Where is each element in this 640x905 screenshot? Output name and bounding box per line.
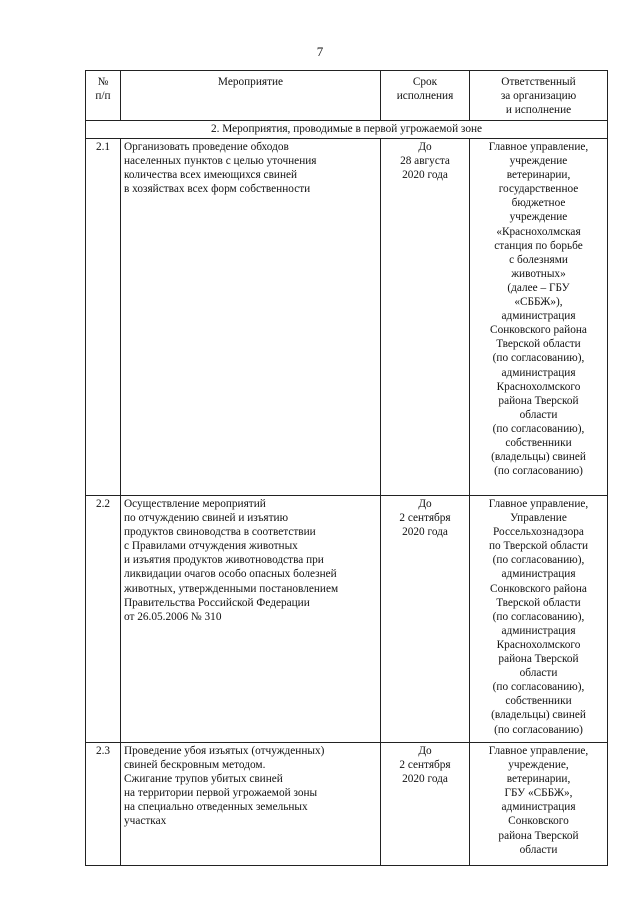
- text-line: от 26.05.2006 № 310: [124, 610, 222, 623]
- text-line: Россельхознадзора: [493, 526, 584, 539]
- table-row: [86, 743, 608, 866]
- header-num: [86, 71, 121, 121]
- text-line: 2020 года: [402, 526, 448, 539]
- row-number: 2.2: [86, 496, 121, 743]
- text-line: Управление: [510, 512, 567, 525]
- text-line: собственники: [505, 695, 572, 708]
- text-line: До: [418, 141, 432, 153]
- text-line: Правительства Российской Федерации: [124, 596, 310, 609]
- text-line: области: [519, 667, 558, 680]
- text-line: на территории первой угрожаемой зоны: [124, 787, 318, 800]
- text-line: области: [519, 843, 558, 856]
- text-line: ГБУ «СББЖ»,: [504, 787, 573, 800]
- text-line: (по согласованию): [494, 465, 583, 478]
- text-line: Главное управление,: [488, 745, 589, 757]
- table-row: [86, 496, 608, 743]
- text-line: по Тверской области: [489, 540, 588, 553]
- text-line: за организацию: [500, 90, 577, 103]
- text-line: Организовать проведение обходов: [124, 141, 289, 153]
- text-line: администрация: [501, 310, 576, 323]
- text-line: (по согласованию),: [492, 352, 585, 365]
- text-line: 2 сентября: [399, 512, 451, 525]
- text-line: ветеринарии,: [506, 773, 571, 786]
- text-line: свиней бескровным методом.: [124, 759, 266, 772]
- text-line: Краснохолмского: [496, 380, 581, 393]
- text-line: государственное: [498, 183, 579, 196]
- text-line: количества всех имеющихся свиней: [124, 169, 298, 182]
- text-line: Тверской области: [496, 338, 581, 351]
- text-line: Осуществление мероприятий: [124, 498, 266, 510]
- text-line: и исполнение: [505, 104, 572, 117]
- row-activity: [121, 743, 381, 866]
- row-responsible: [470, 139, 608, 496]
- header-term: [381, 71, 470, 121]
- header-activity: [121, 71, 381, 121]
- header-responsible: [470, 71, 608, 121]
- text-line: Сжигание трупов убитых свиней: [124, 773, 283, 786]
- text-line: До: [418, 745, 432, 757]
- text-line: района Тверской: [498, 829, 579, 842]
- text-line: (по согласованию),: [492, 681, 585, 694]
- text-line: 2020 года: [402, 169, 448, 182]
- text-line: Проведение убоя изъятых (отчужденных): [124, 745, 325, 757]
- text-line: Срок: [412, 76, 438, 88]
- text-line: Краснохолмского: [496, 638, 581, 651]
- row-term: [381, 743, 470, 866]
- text-line: учреждение,: [508, 759, 569, 772]
- text-line: Главное управление,: [488, 498, 589, 510]
- text-line: (владельцы) свиней: [491, 709, 586, 722]
- text-line: «Краснохолмская: [496, 225, 581, 238]
- text-line: 2020 года: [402, 773, 448, 786]
- text-line: продуктов свиноводства в соответствии: [124, 526, 316, 539]
- text-line: ликвидации очагов особо опасных болезней: [124, 568, 337, 581]
- text-line: ветеринарии,: [506, 169, 571, 182]
- row-term: [381, 139, 470, 496]
- section-row: [86, 121, 608, 139]
- text-line: (по согласованию),: [492, 554, 585, 567]
- text-line: района Тверской: [498, 394, 579, 407]
- text-line: администрация: [501, 366, 576, 379]
- activities-table: [85, 70, 608, 866]
- text-line: бюджетное: [511, 197, 566, 210]
- text-line: администрация: [501, 624, 576, 637]
- text-line: Сонковского района: [490, 582, 587, 595]
- row-responsible: [470, 496, 608, 743]
- row-responsible: [470, 743, 608, 866]
- text-line: (по согласованию),: [492, 422, 585, 435]
- text-line: Главное управление,: [488, 141, 589, 153]
- row-activity: [121, 496, 381, 743]
- text-line: (далее – ГБУ: [507, 281, 570, 294]
- table-header-row: [86, 71, 608, 121]
- text-line: с Правилами отчуждения животных: [124, 540, 298, 553]
- text-line: Мероприятие: [217, 76, 284, 88]
- text-line: станция по борьбе: [494, 239, 583, 252]
- text-line: Ответственный: [501, 76, 576, 88]
- page-number: 7: [316, 44, 324, 59]
- text-line: Тверской области: [496, 596, 581, 609]
- text-line: Сонковского: [508, 815, 569, 828]
- section-title: 2. Мероприятия, проводимые в первой угрожаемой зоне: [86, 121, 608, 139]
- text-line: животных»: [511, 267, 566, 280]
- text-line: администрация: [501, 801, 576, 814]
- row-number: 2.3: [86, 743, 121, 866]
- text-line: собственники: [505, 436, 572, 449]
- text-line: (по согласованию): [494, 723, 583, 736]
- text-line: 2 сентября: [399, 759, 451, 772]
- text-line: животных, утвержденными постановлением: [124, 582, 339, 595]
- text-line: п/п: [95, 90, 111, 103]
- text-line: 28 августа: [400, 155, 450, 168]
- text-line: с болезнями: [509, 253, 568, 266]
- text-line: Сонковского района: [490, 324, 587, 337]
- text-line: (по согласованию),: [492, 610, 585, 623]
- text-line: на специально отведенных земельных: [124, 801, 308, 814]
- text-line: области: [519, 408, 558, 421]
- table-row: [86, 139, 608, 496]
- text-line: района Тверской: [498, 653, 579, 666]
- text-line: (владельцы) свиней: [491, 451, 586, 464]
- text-line: №: [97, 76, 109, 88]
- text-line: в хозяйствах всех форм собственности: [124, 183, 311, 196]
- text-line: по отчуждению свиней и изъятию: [124, 512, 289, 525]
- row-term: [381, 496, 470, 743]
- text-line: До: [418, 498, 432, 510]
- text-line: администрация: [501, 568, 576, 581]
- text-line: исполнения: [396, 90, 454, 103]
- text-line: участках: [124, 815, 167, 828]
- row-number: 2.1: [86, 139, 121, 496]
- text-line: «СББЖ»),: [514, 296, 563, 309]
- text-line: учреждение: [509, 211, 568, 224]
- text-line: населенных пунктов с целью уточнения: [124, 155, 317, 168]
- row-activity: [121, 139, 381, 496]
- text-line: и изъятия продуктов животноводства при: [124, 554, 324, 567]
- text-line: учреждение: [509, 155, 568, 168]
